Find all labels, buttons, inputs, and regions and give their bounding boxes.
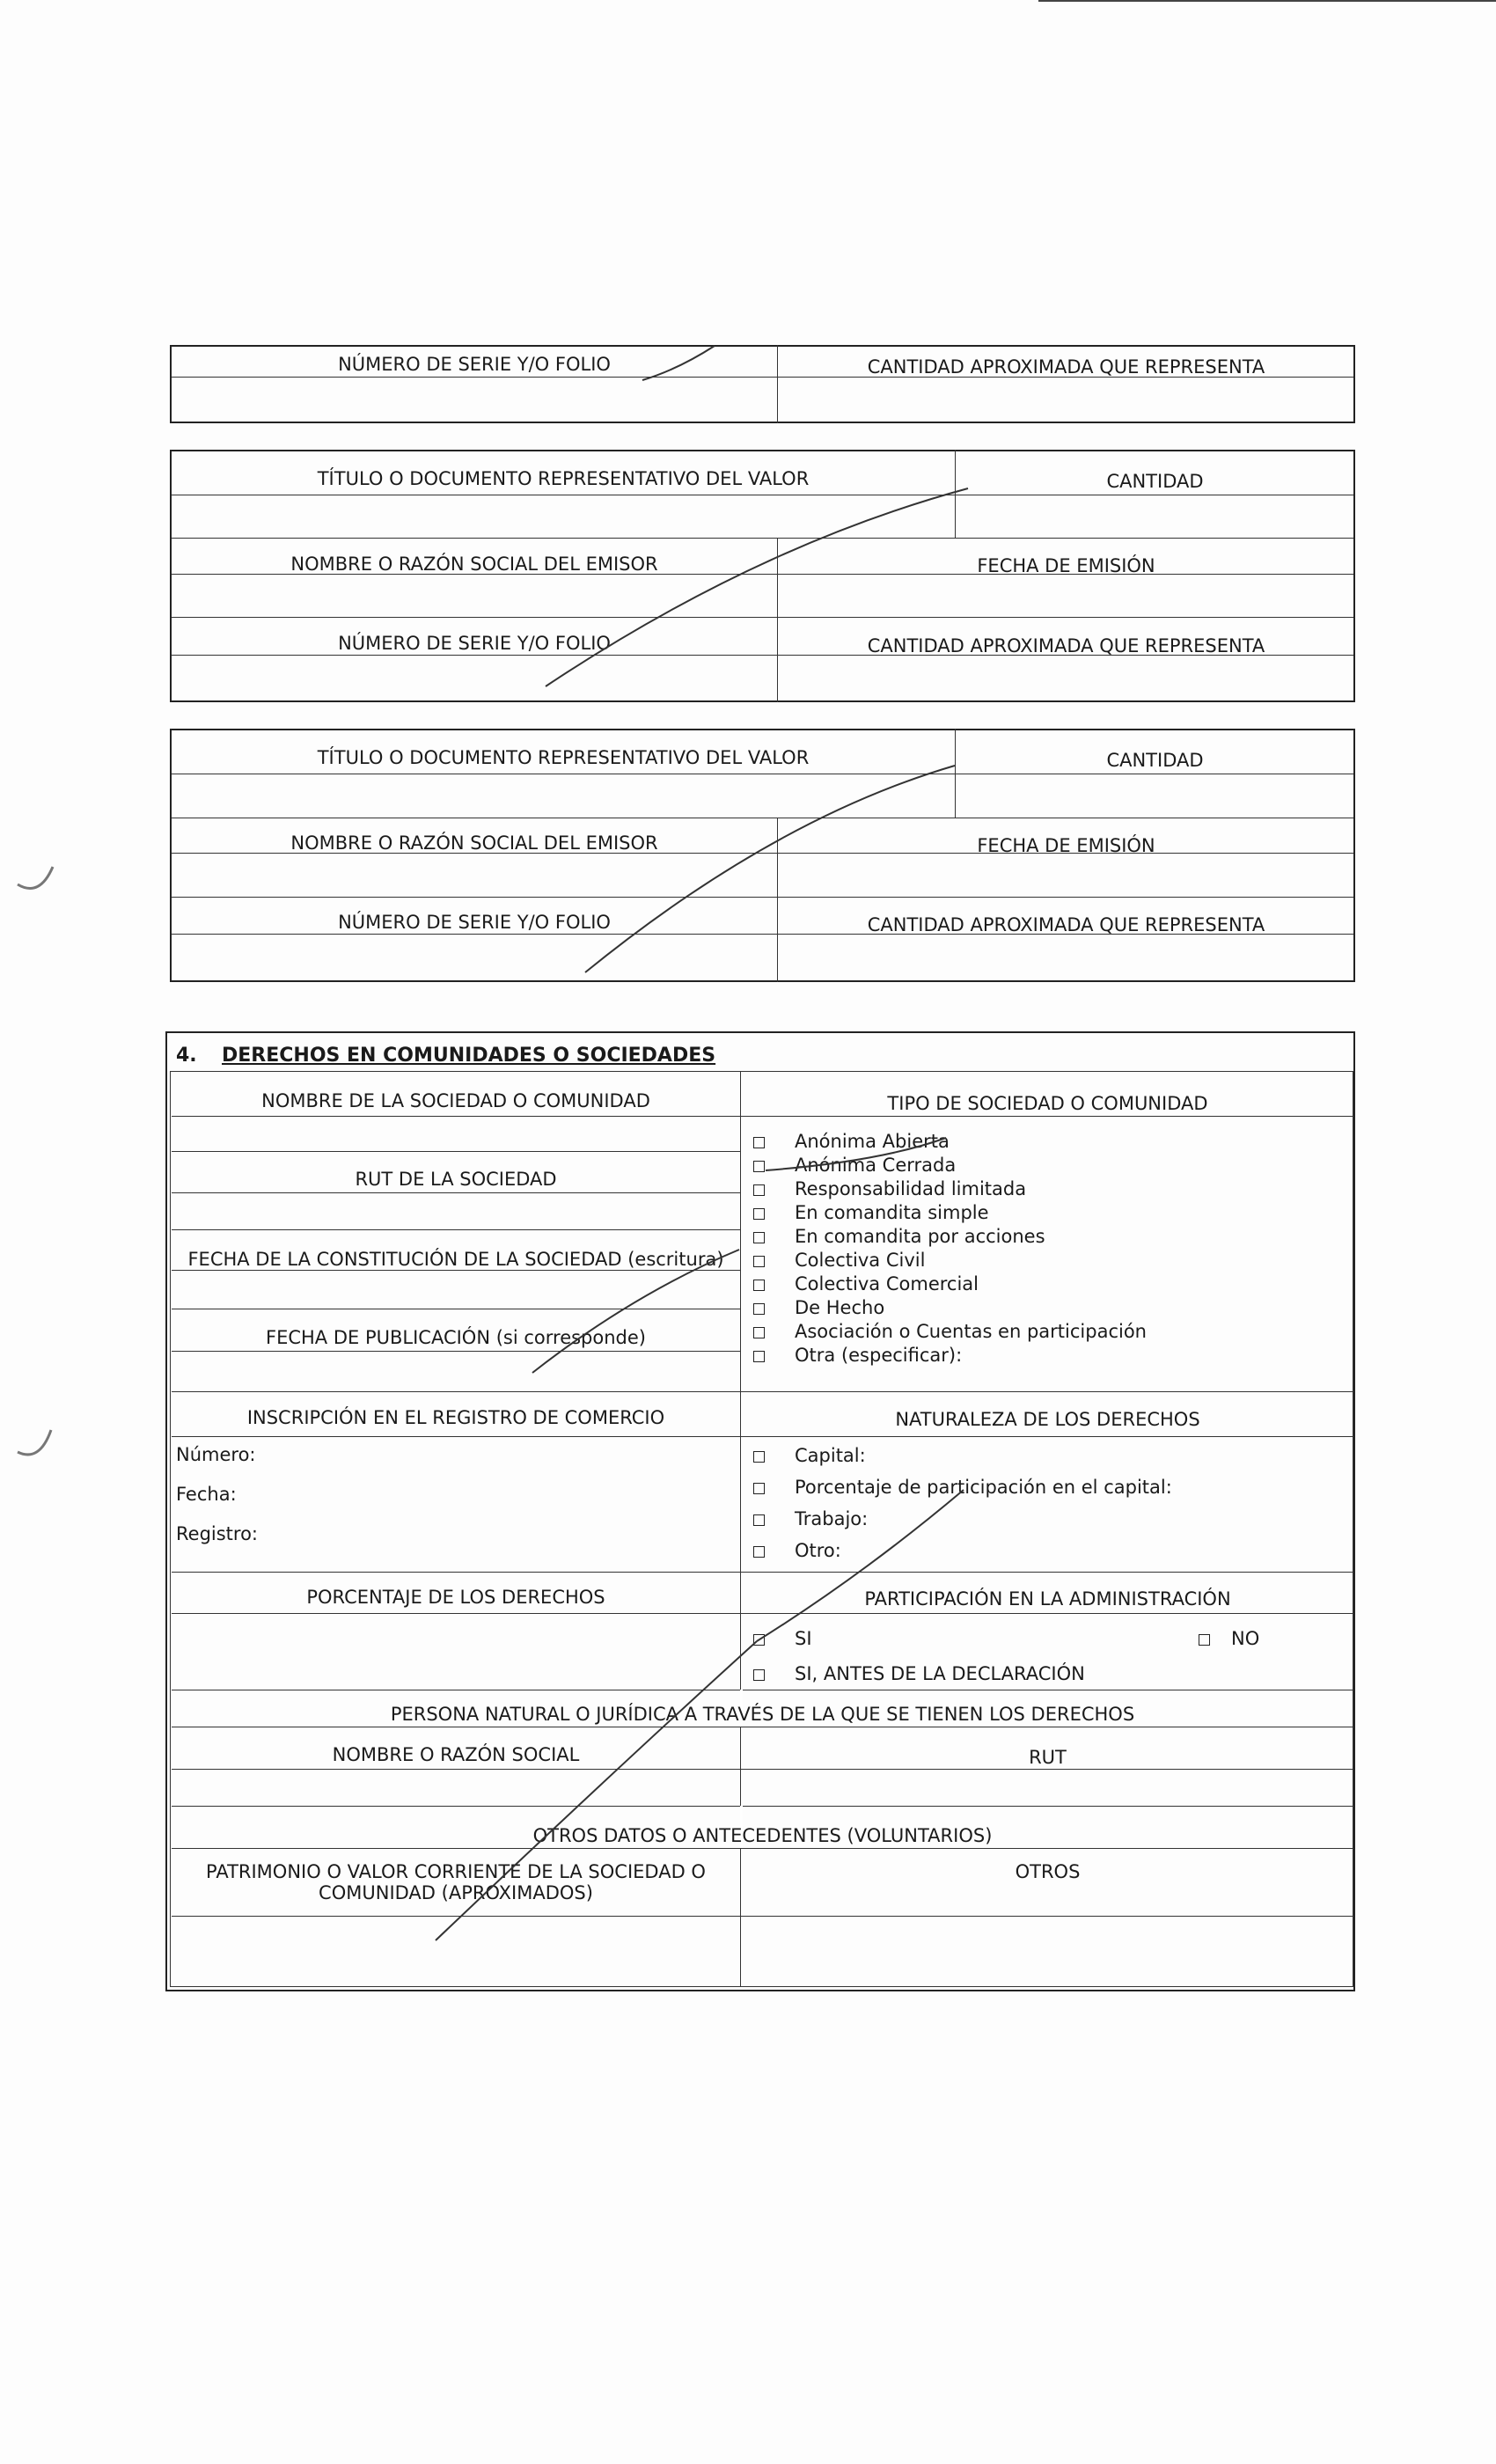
porcentaje-label: PORCENTAJE DE LOS DERECHOS	[306, 1587, 605, 1608]
tipo-option[interactable]: Otra (especificar):	[753, 1344, 962, 1368]
cantidad-aprox-label: CANTIDAD APROXIMADA QUE REPRESENTA	[867, 356, 1265, 378]
otros-datos-label: OTROS DATOS O ANTECEDENTES (VOLUNTARIOS)	[532, 1825, 993, 1846]
no-option[interactable]: NO	[1199, 1627, 1259, 1651]
persona-label: PERSONA NATURAL O JURÍDICA A TRAVÉS DE LA QUE SE TIENEN LOS DERECHOS	[390, 1704, 1135, 1725]
section-number: 4.	[176, 1045, 197, 1067]
serie-label: NÚMERO DE SERIE Y/O FOLIO	[338, 633, 611, 654]
titulo-label: TÍTULO O DOCUMENTO REPRESENTATIVO DEL VALOR	[317, 747, 810, 768]
tipo-option[interactable]: Anónima Cerrada	[753, 1154, 956, 1177]
naturaleza-label: NATURALEZA DE LOS DERECHOS	[895, 1409, 1200, 1430]
tipo-option[interactable]: Responsabilidad limitada	[753, 1177, 1026, 1201]
nombre-sociedad-label: NOMBRE DE LA SOCIEDAD O COMUNIDAD	[261, 1090, 650, 1111]
tipo-option[interactable]: Colectiva Civil	[753, 1249, 925, 1272]
patrimonio-label-line1: PATRIMONIO O VALOR CORRIENTE DE LA SOCIEDAD O	[206, 1861, 706, 1882]
rut-sociedad-label: RUT DE LA SOCIEDAD	[355, 1169, 557, 1190]
inscripcion-label: INSCRIPCIÓN EN EL REGISTRO DE COMERCIO	[246, 1407, 665, 1428]
otros-label: OTROS	[1015, 1861, 1081, 1882]
numero-label: Número:	[176, 1444, 256, 1465]
participacion-label: PARTICIPACIÓN EN LA ADMINISTRACIÓN	[864, 1588, 1231, 1610]
tipo-option[interactable]: De Hecho	[753, 1296, 884, 1320]
fecha-constitucion-label: FECHA DE LA CONSTITUCIÓN DE LA SOCIEDAD (escritura)	[187, 1249, 724, 1270]
tipo-option[interactable]: En comandita simple	[753, 1201, 989, 1225]
naturaleza-option[interactable]: Trabajo:	[753, 1507, 868, 1531]
fecha-label: Fecha:	[176, 1484, 237, 1505]
cantidad-aprox-label: CANTIDAD APROXIMADA QUE REPRESENTA	[867, 635, 1265, 656]
patrimonio-label-line2: COMUNIDAD (APROXIMADOS)	[319, 1882, 593, 1903]
fecha-emision-label: FECHA DE EMISIÓN	[977, 555, 1155, 576]
cantidad-label: CANTIDAD	[1106, 750, 1204, 771]
titulo-label: TÍTULO O DOCUMENTO REPRESENTATIVO DEL VALOR	[317, 468, 810, 489]
fecha-emision-label: FECHA DE EMISIÓN	[977, 835, 1155, 856]
emisor-label: NOMBRE O RAZÓN SOCIAL DEL EMISOR	[290, 832, 658, 854]
serie-label: NÚMERO DE SERIE Y/O FOLIO	[338, 912, 611, 933]
section-title: DERECHOS EN COMUNIDADES O SOCIEDADES	[222, 1045, 716, 1067]
tipo-option[interactable]: Anónima Abierta	[753, 1130, 950, 1154]
registro-label: Registro:	[176, 1523, 259, 1544]
si-option[interactable]: SI	[753, 1627, 812, 1651]
emisor-label: NOMBRE O RAZÓN SOCIAL DEL EMISOR	[290, 554, 658, 575]
cantidad-label: CANTIDAD	[1106, 471, 1204, 492]
cantidad-aprox-label: CANTIDAD APROXIMADA QUE REPRESENTA	[867, 914, 1265, 935]
fecha-publicacion-label: FECHA DE PUBLICACIÓN (si corresponde)	[266, 1327, 646, 1348]
tipo-option[interactable]: Asociación o Cuentas en participación	[753, 1320, 1147, 1344]
rut-label: RUT	[1029, 1747, 1067, 1768]
naturaleza-option[interactable]: Capital:	[753, 1444, 866, 1468]
tipo-option[interactable]: En comandita por acciones	[753, 1225, 1045, 1249]
razon-social-label: NOMBRE O RAZÓN SOCIAL	[332, 1744, 580, 1765]
tipo-option[interactable]: Colectiva Comercial	[753, 1272, 979, 1296]
si-antes-option[interactable]: SI, ANTES DE LA DECLARACIÓN	[753, 1662, 1085, 1686]
naturaleza-option[interactable]: Porcentaje de participación en el capital:	[753, 1476, 1172, 1500]
tipo-sociedad-label: TIPO DE SOCIEDAD O COMUNIDAD	[887, 1093, 1208, 1114]
serie-label: NÚMERO DE SERIE Y/O FOLIO	[338, 354, 611, 375]
naturaleza-option[interactable]: Otro:	[753, 1539, 841, 1563]
